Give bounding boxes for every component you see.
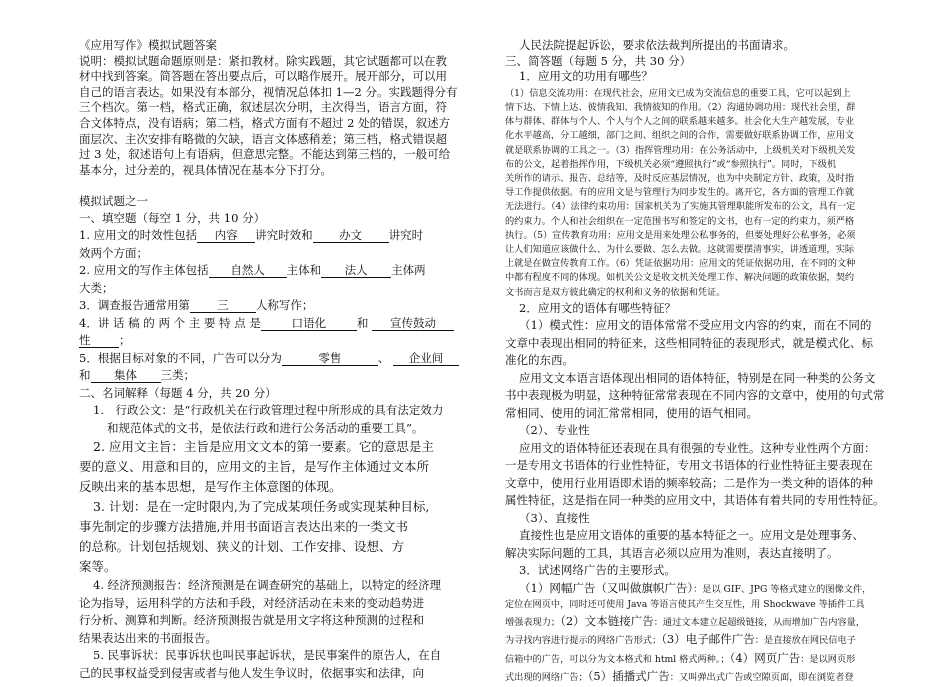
ad-text: 信箱中的广告，可以分为文本格式和 html 格式两种。； xyxy=(505,653,730,665)
answer-line: 应用文文本语言语体现出相同的语体特征，特别是在同一种类的公务文 xyxy=(519,370,876,385)
term-5 xyxy=(79,647,467,682)
answer-line: （1）模式性：应用文的语体常常不受应用文内容的约束，而在不同的 xyxy=(519,318,872,333)
intro-line: 面层次、主次安排有略微的欠缺，语言文体感稍差；第三档，格式错误超 xyxy=(79,131,447,146)
q2-text: 大类； xyxy=(79,280,114,295)
ad-type-3-desc: ：是直接放在网民信电子 xyxy=(754,635,856,647)
short-q2-p3 xyxy=(505,440,885,510)
answer-line: 情下达、下情上达、彼情我知、我情彼知的作用。（2）沟通协调功用：现代社会里，群 xyxy=(505,101,856,113)
term-line: 和规范体式的文书，是依法行政和进行公务活动的重要工具”。 xyxy=(107,420,424,435)
ad-text: 增强表现力； xyxy=(505,616,561,628)
answer-line: 无法进行。（4）法律约束功用：国家机关为了实施其管理职能所发布的公文，具有一定 xyxy=(505,201,856,213)
intro-line: 三个档次。第一档，格式正确，叙述层次分明，主次得当，语言方面，符 xyxy=(79,100,447,115)
answer-line: 属性特征，这是指在同一种类的应用文中，其语体有着共同的专用性特征。 xyxy=(505,493,885,508)
q2-text: 主体两 xyxy=(391,263,426,278)
fill-q3 xyxy=(79,297,467,315)
term-line: 4. 经济预测报告：经济预测是在调查研究的基础上，以特定的经济理 xyxy=(93,578,442,593)
fill-q4 xyxy=(79,315,467,333)
answer-line: 就是联系协调的工具之一。（3）指挥管理功用：在公务活动中，上级机关对下级机关发 xyxy=(505,144,856,156)
term-line: 的总称。计划包括规划、狭义的计划、工作安排、设想、方 xyxy=(79,539,405,555)
q5-text: 三类； xyxy=(160,368,195,383)
term-line: 要的意义、用意和目的，应用文的主旨，是写作主体通过文本所 xyxy=(79,459,430,475)
q1-answer-2: 办文 xyxy=(313,228,389,243)
q1-answer-1: 内容 xyxy=(197,228,255,243)
q1-text: 讲究时效和 xyxy=(255,228,313,243)
ad-type-5-desc: ：又叫弹出式广告或空隙页面，即在浏览者登 xyxy=(669,672,854,684)
q1-text: 1. 应用文的时效性包括 xyxy=(79,228,198,243)
q5-text: 和 xyxy=(79,368,91,383)
answer-line: 书中表现极为明显，这种特征常常表现在不同内容的文章中，使用的句式常 xyxy=(505,388,885,403)
document-title: 《应用写作》模拟试题答案 xyxy=(79,38,217,52)
ad-type-4-desc: ：是以网页形 xyxy=(800,653,856,665)
short-q2-heading: 2．应用文的语体有哪些特征？ xyxy=(519,300,676,315)
q1-text: 讲究时 xyxy=(388,228,424,243)
part1-heading: 一、填空题（每空 1 分，共 10 分） xyxy=(79,210,266,225)
ad-type-5: （5）插播式广告 xyxy=(587,669,670,684)
answer-line xyxy=(505,613,885,632)
answer-line: 关所作的请示、报告、总结等，及时反应基层情况，也为中央制定方针、政策，及时指 xyxy=(505,173,855,184)
q4-text: 和 xyxy=(356,315,369,330)
answer-line: 文书而言是双方彼此确定的权利和义务的依据和凭证。 xyxy=(505,286,726,298)
intro-line: 说明：模拟试题命题原则是：紧扣教材。除实践题，其它试题都可以在教 xyxy=(79,53,447,68)
fill-q1 xyxy=(79,227,467,245)
term-line: 结果表达出来的书面报告。 xyxy=(79,630,217,645)
q4-text: 4．讲 话 稿 的 两 个 主 要 特 点 是 xyxy=(79,315,261,330)
answer-line: 让人们知道应该做什么、为什么要做、怎么去做。这就需要摆清事实，讲透道理，实际 xyxy=(505,244,855,256)
answer-line: 定位在网页中，同时还可使用 Java 等语言使其产生交互性，用 Shockwave 等插件工具 xyxy=(505,599,865,611)
q5-answer-1: 零售 xyxy=(282,351,378,366)
term-4 xyxy=(79,577,467,647)
q4-text: ； xyxy=(119,333,131,348)
short-q3-heading: 3．试述网络广告的主要形式。 xyxy=(519,563,676,578)
term-line: 1. 行政公文：是“行政机关在行政管理过程中所形成的具有法定效力 xyxy=(93,403,444,418)
answer-line: 常相同、使用的词汇常常相同，使用的语气相同。 xyxy=(505,405,758,420)
fill-q4-cont xyxy=(79,332,467,350)
answer-line: 一是专用文书语体的行业性特征，专用文书语体的行业性特征主要表现在 xyxy=(505,458,873,473)
answer-line xyxy=(505,631,885,650)
q4-answer-2: 宣传鼓动 xyxy=(372,316,454,331)
answer-line xyxy=(505,580,885,599)
part2-heading: 二、名词解释（每题 4 分，共 20 分） xyxy=(79,385,277,400)
term-line: 行分析、测算和判断。经济预测报告就是用文字将这种预测的过程和 xyxy=(79,613,424,628)
q5-text: 、 xyxy=(377,350,390,365)
answer-line: 化水平越高，分工越细，部门之间、组织之间的合作，需要做好联系协调工作，应用文 xyxy=(505,130,855,142)
fill-q5 xyxy=(79,350,467,368)
left-column xyxy=(79,38,467,682)
term-line: 3. 计划：是在一定时限内,为了完成某项任务或实现某种目标, xyxy=(93,499,430,515)
ad-type-3: （3）电子邮件广告 xyxy=(661,632,755,647)
ad-type-2-desc: ：通过文本建立起超级链接，从而增加广告内容量， xyxy=(653,616,866,628)
q3-text: 人称写作； xyxy=(255,298,314,313)
q5-answer-3: 集体 xyxy=(91,368,161,383)
answer-line: 文章中表现出相同的特征来，这些相同特征的表现形式，就是模式化、标 xyxy=(505,335,873,350)
term-line: 案等。 xyxy=(79,559,117,575)
term-line: 5. 民事诉状：民事诉状也叫民事起诉状，是民事案件的原告人，在自 xyxy=(93,648,442,663)
answer-line: （1）信息交流功用：在现代社会，应用文已成为交流信息的重要工具，它可以起到上 xyxy=(505,87,851,99)
q4-answer-2-cont: 性 xyxy=(79,333,119,348)
ad-text: 为寻找内容进行提示的网络广告形式； xyxy=(505,635,662,647)
answer-line: 的约束力。个人和社会组织在一定范围书写和签定的文书，也有一定的约束力，须严格 xyxy=(505,215,855,227)
q4-answer-1: 口语化 xyxy=(261,316,357,331)
section-title: 模拟试题之一 xyxy=(79,194,148,209)
answer-line: 中都有程度不同的体现。如机关公文是收文机关处理工作、解决问题的政策依据，契约 xyxy=(505,272,855,284)
term-1 xyxy=(79,402,467,437)
answer-line: 导工作提供依据。有的应用文是与管理行为同步发生的。离开它，各方面的管理工作就 xyxy=(505,187,855,199)
short-q1-heading: 1．应用文的功用有哪些？ xyxy=(519,69,653,84)
short-q2-sub2: （2）、专业性 xyxy=(519,423,590,438)
term-line: 己的民事权益受到侵害或者与他人发生争议时，依据事实和法律，向 xyxy=(79,665,424,680)
term-line: 2. 应用文主旨：主旨是应用文文本的第一要素。它的意思是主 xyxy=(93,439,434,455)
answer-line: 解决实际问题的工具，其语言必须以应用为准则，表达直接明了。 xyxy=(505,545,839,560)
short-q2-sub3: （3）、直接性 xyxy=(519,510,590,525)
intro-line: 基本分，过分差的，视具体情况在基本分下打分。 xyxy=(79,162,332,177)
answer-line: 上就是在做宣传教育工作。（6）凭证依据功用：应用文的凭证依据功用，在不同的文种 xyxy=(505,258,856,270)
answer-line: 文章中，使用行业用语即术语的频率较高；二是作为一类文种的语体的种 xyxy=(505,475,873,490)
intro-line: 过 3 处，叙述语句上有语病，但意思完整。不能达到第三档的，一般可给 xyxy=(79,147,451,162)
intro-line: 合文体特点，没有语病；第二档，格式方面有不超过 2 处的错误，叙述方 xyxy=(79,115,451,130)
answer-line: 布的公文，起着指挥作用，下级机关必须“遵照执行”或“参照执行”。同时，下级机 xyxy=(505,158,837,170)
term-line: 论为指导，运用科学的方法和手段，对经济活动在未来的变动趋势进 xyxy=(79,595,424,610)
q2-answer-1: 自然人 xyxy=(209,263,287,278)
ad-type-1-desc: ：是以 GIF、JPG 等格式建立的图像文件， xyxy=(693,583,872,595)
answer-line xyxy=(505,668,885,687)
answer-line: 准化的东西。 xyxy=(505,353,574,368)
answer-line: 直接性也是应用文语体的重要的基本特征之一。应用文是处理事务、 xyxy=(519,528,864,543)
right-column xyxy=(505,38,885,687)
ad-type-2: （2）文本链接广告 xyxy=(560,613,654,628)
ad-type-4: （4）网页广告 xyxy=(729,650,801,665)
intro-paragraph xyxy=(79,54,467,179)
short-q1-answer xyxy=(505,87,885,300)
intro-line: 自己的语言表达。如果没有本部分，视情况总体扣 1—2 分。实践题得分有 xyxy=(79,84,458,99)
term-2 xyxy=(79,437,467,497)
q3-text: 3．调查报告通常用第 xyxy=(79,298,190,313)
q5-answer-2: 企业间 xyxy=(393,351,459,366)
q2-text: 2. 应用文的写作主体包括 xyxy=(79,263,209,278)
answer-line: 体与群体、群体与个人、个人与个人之间的联系越来越多。社会化大生产越发展，专业 xyxy=(505,116,855,128)
q1-text: 效两个方面； xyxy=(79,245,148,260)
term-line: 事先制定的步骤方法措施,并用书面语言表达出来的一类文书 xyxy=(79,519,408,535)
answer-line: 执行。（5）宣传教育功用：应用文是用来处理公私事务的，但要处理好公私事务，必须 xyxy=(505,229,856,241)
q5-text: 5．根据目标对象的不同，广告可以分为 xyxy=(79,350,282,365)
ad-type-1: （1）网幅广告（又叫做旗帜广告） xyxy=(519,580,694,595)
fill-q2 xyxy=(79,262,467,280)
term-line: 反映出来的基本思想，是写作主体意图的体现。 xyxy=(79,479,342,495)
short-q2-p1 xyxy=(505,317,885,370)
q2-answer-2: 法人 xyxy=(321,263,391,278)
term-3 xyxy=(79,497,467,577)
fill-q5-cont xyxy=(79,367,467,385)
short-q3-answer xyxy=(505,580,885,687)
term-5-cont: 人民法院提起诉讼，要求依法裁判所提出的书面请求。 xyxy=(519,38,795,52)
answer-line xyxy=(505,650,885,669)
intro-line: 材中找到答案。简答题在答出要点后，可以略作展开。展开部分，可以用 xyxy=(79,69,447,84)
q2-text: 主体和 xyxy=(286,263,322,278)
short-q2-p4 xyxy=(505,527,885,562)
answer-line: 应用文的语体特征还表现在具有很强的专业性。这种专业性两个方面： xyxy=(519,440,876,455)
part3-heading: 三、简答题（每题 5 分，共 30 分） xyxy=(505,53,692,68)
short-q2-p2 xyxy=(505,370,885,423)
ad-text: 式出现的网络广告； xyxy=(505,672,588,684)
q3-answer: 三 xyxy=(190,298,256,313)
